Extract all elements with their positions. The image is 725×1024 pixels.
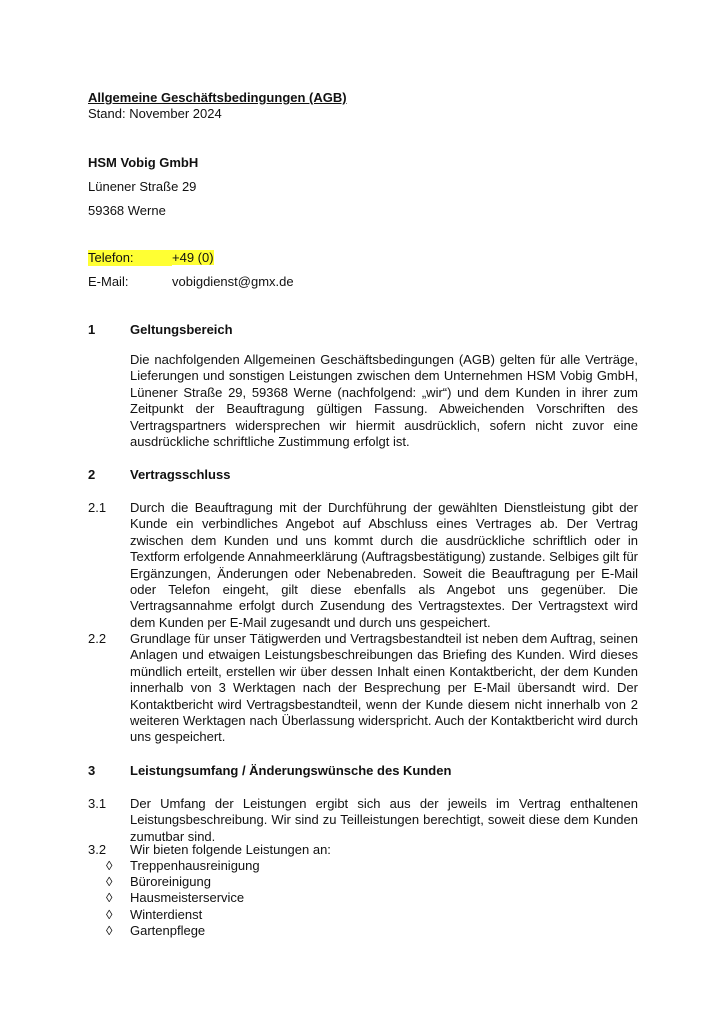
diamond-bullet-icon: ◊ — [106, 906, 113, 922]
email-label: E-Mail: — [88, 274, 129, 289]
company-city: 59368 Werne — [88, 203, 166, 218]
list-item: ◊ Hausmeisterservice — [106, 890, 245, 906]
email-value: vobigdienst@gmx.de — [172, 274, 294, 289]
clause-paragraph: Wir bieten folgende Leistungen an: — [130, 842, 331, 857]
clause-number: 3.2 — [88, 842, 107, 857]
clause-number: 2.1 — [88, 500, 107, 515]
diamond-bullet-icon: ◊ — [106, 874, 113, 890]
company-name: HSM Vobig GmbH — [88, 155, 199, 170]
document-title: Allgemeine Geschäftsbedingungen (AGB) — [88, 90, 347, 105]
section-number: 1 — [88, 322, 96, 337]
list-item: ◊ Winterdienst — [106, 906, 203, 922]
list-item: ◊ Gartenpflege — [106, 922, 206, 938]
diamond-bullet-icon: ◊ — [106, 890, 113, 906]
phone-row — [88, 250, 214, 266]
section-number: 2 — [88, 467, 96, 482]
clause-number: 2.2 — [88, 631, 107, 646]
services-list — [106, 858, 260, 939]
section-title: Geltungsbereich — [130, 322, 233, 337]
list-item: ◊ Büroreinigung — [106, 874, 211, 890]
email-row — [88, 274, 294, 290]
phone-value: +49 (0) — [172, 250, 214, 265]
list-item: ◊ Treppenhausreinigung — [106, 858, 260, 873]
clause-paragraph: Der Umfang der Leistungen ergibt sich aus der jeweils im Vertrag enthaltenen Leistungsbeschreibung. Wir sind zu Teilleistungen berechtigt, soweit diese dem Kunden zumutbar sind. — [130, 796, 638, 844]
diamond-bullet-icon: ◊ — [106, 922, 113, 938]
document-date: Stand: November 2024 — [88, 106, 222, 121]
section-number: 3 — [88, 763, 96, 778]
section-paragraph: Die nachfolgenden Allgemeinen Geschäftsbedingungen (AGB) gelten für alle Verträge, Lieferungen und sonstigen Leistungen zwischen dem Unternehmen HSM Vobig GmbH, Lünener Straße 29, 59368 Werne (nachfolgend: „wir“) und dem Kunden in ihrer zum Zeitpunkt der Beauftragung gültigen Fassung. Abweichenden Vorschriften des Vertragspartners widersprechen wir hiermit ausdrücklich, sofern nicht zuvor eine ausdrückliche schriftliche Zustimmung erfolgt ist. — [130, 352, 638, 450]
diamond-bullet-icon: ◊ — [106, 858, 113, 873]
company-street: Lünener Straße 29 — [88, 179, 197, 194]
clause-number: 3.1 — [88, 796, 107, 811]
clause-paragraph: Grundlage für unser Tätigwerden und Vertragsbestandteil ist neben dem Auftrag, seinen Anlagen und etwaigen Leistungsbeschreibungen das Briefing des Kunden. Wird dieses mündlich erteilt, erstellen wir über dessen Inhalt einen Kontaktbericht, der dem Kunden innerhalb von 3 Werktagen nach der Besprechung per E-Mail übersandt wird. Der Kontaktbericht wird Vertragsbestandteil, wenn der Kunde diesem nicht innerhalb von 2 weiteren Werktagen nach Überlassung widerspricht. Auch der Kontaktbericht wird durch uns gespeichert. — [130, 631, 638, 745]
section-title: Leistungsumfang / Änderungswünsche des Kunden — [130, 763, 452, 778]
phone-label: Telefon: — [88, 250, 172, 266]
section-title: Vertragsschluss — [130, 467, 231, 482]
clause-paragraph: Durch die Beauftragung mit der Durchführung der gewählten Dienstleistung gibt der Kunde ein verbindliches Angebot auf Abschluss eines Vertrages ab. Der Vertrag zwischen dem Kunden und uns kommt durch die ausdrückliche schriftlich oder in Textform erfolgende Annahmeerklärung (Auftragsbestätigung) zustande. Selbiges gilt für Ergänzungen, Änderungen oder Nebenabreden. Soweit die Beauftragung per E-Mail oder Telefon eingeht, gilt diese ebenfalls als Angebot uns gegenüber. Die Vertragsannahme erfolgt durch Zusendung des Vertragstextes. Der Vertragstext wird dem Kunden per E-Mail zugesandt und durch uns gespeichert. — [130, 500, 639, 630]
